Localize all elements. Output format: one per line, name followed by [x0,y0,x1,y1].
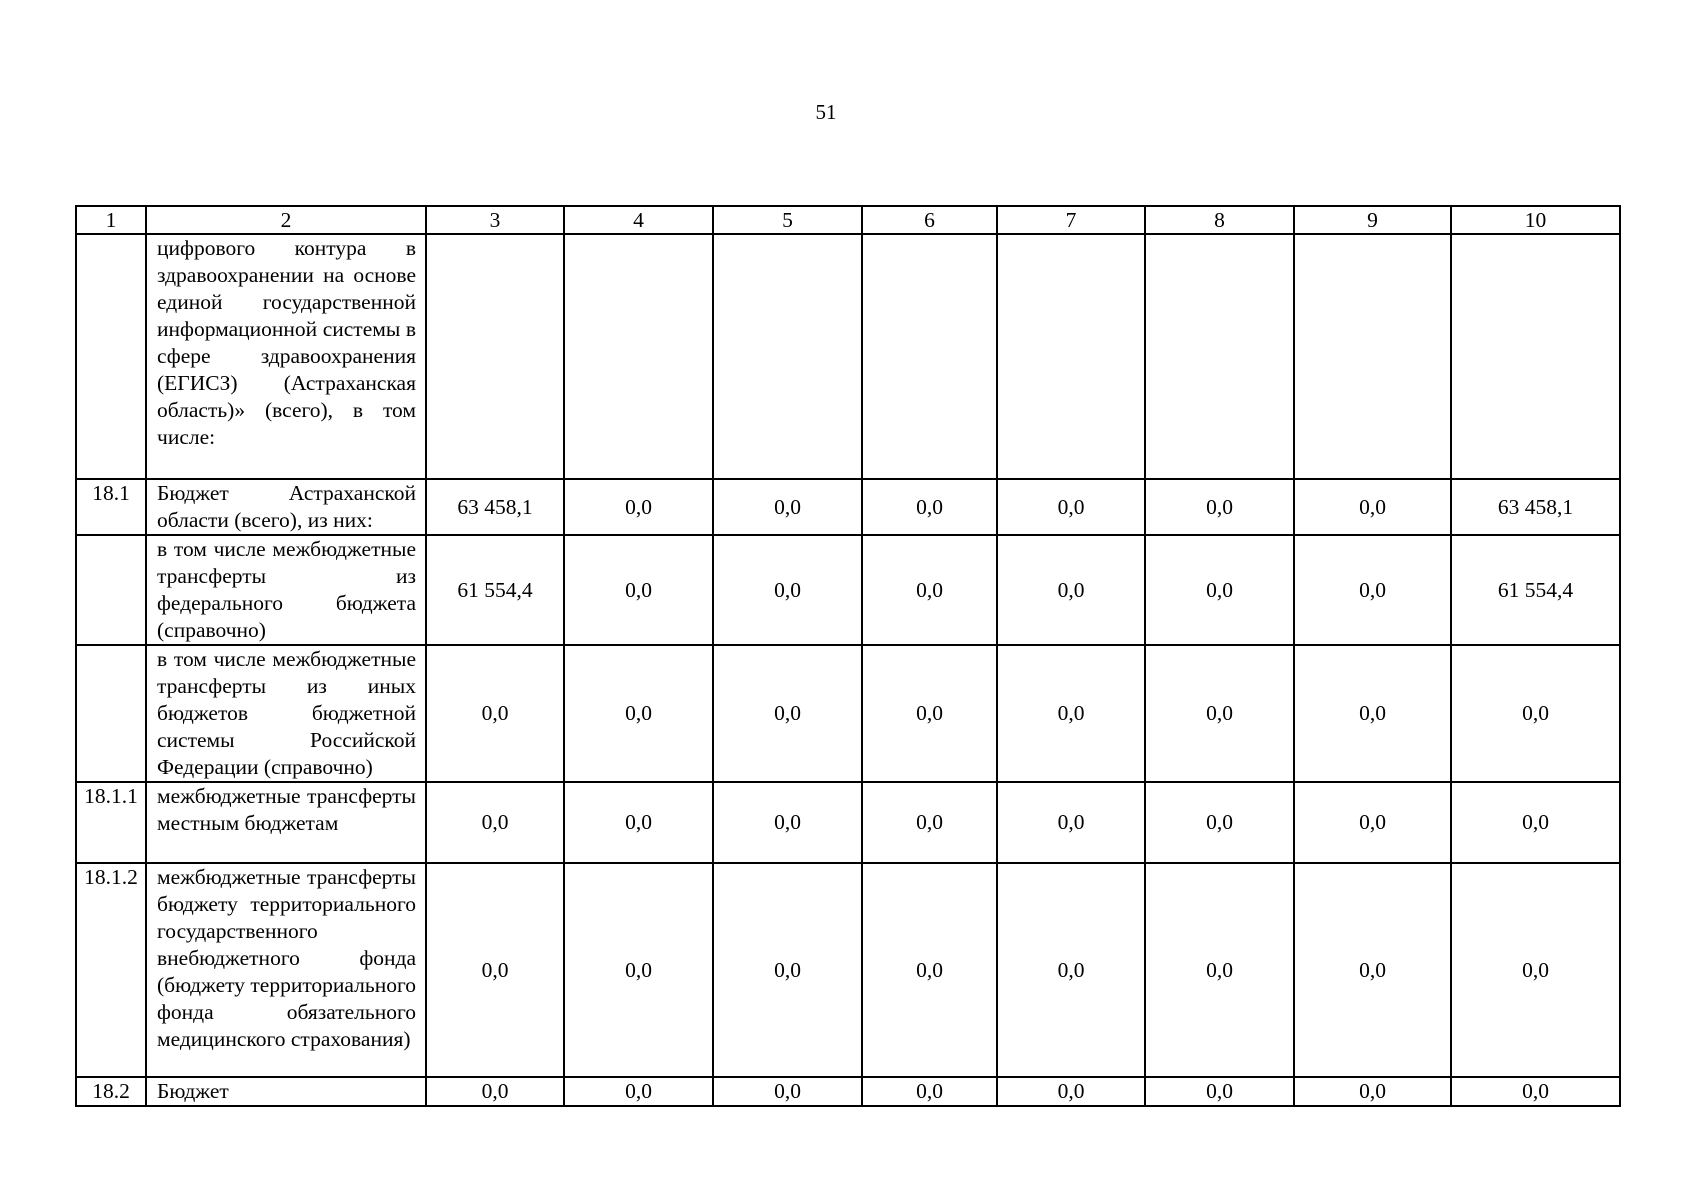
column-header: 1 [76,206,146,234]
value-cell: 0,0 [713,863,862,1077]
column-header: 5 [713,206,862,234]
column-header: 9 [1294,206,1451,234]
value-cell: 0,0 [564,535,713,645]
description-cell: Бюджет Астраханской области (всего), из них: [146,479,426,535]
value-cell: 0,0 [564,1077,713,1106]
description-cell: в том числе межбюджетные трансферты из иных бюджетов бюджетной системы Российской Федерации (справочно) [146,645,426,782]
value-cell: 0,0 [426,782,564,863]
description-cell: цифрового контура в здравоохранении на основе единой государственной информационной системы в сфере здравоохранения (ЕГИСЗ) (Астраханская область)» (всего), в том числе: [146,234,426,479]
budget-table [75,205,1621,1107]
page-number: 51 [815,100,837,124]
header-row [76,206,1620,234]
column-header: 4 [564,206,713,234]
table-row [76,234,1620,479]
value-cell: 0,0 [1294,1077,1451,1106]
value-cell [426,234,564,479]
value-cell: 0,0 [862,863,997,1077]
value-cell: 0,0 [997,535,1145,645]
value-cell: 61 554,4 [426,535,564,645]
value-cell: 0,0 [1145,645,1294,782]
table-row [76,1077,1620,1106]
value-cell: 0,0 [862,1077,997,1106]
row-number-cell: 18.2 [76,1077,146,1106]
row-number-cell: 18.1.1 [76,782,146,863]
row-number-cell [76,535,146,645]
value-cell: 0,0 [1451,782,1620,863]
value-cell: 0,0 [1451,645,1620,782]
value-cell [1145,234,1294,479]
description-cell: межбюджетные трансферты местным бюджетам [146,782,426,863]
value-cell: 0,0 [1145,1077,1294,1106]
value-cell [997,234,1145,479]
value-cell: 0,0 [862,782,997,863]
value-cell: 0,0 [1145,535,1294,645]
value-cell: 0,0 [1294,645,1451,782]
table-row [76,782,1620,863]
value-cell: 0,0 [1294,535,1451,645]
value-cell [713,234,862,479]
value-cell: 0,0 [997,782,1145,863]
value-cell: 0,0 [862,645,997,782]
column-header: 8 [1145,206,1294,234]
value-cell: 0,0 [564,782,713,863]
row-number-cell: 18.1 [76,479,146,535]
value-cell: 0,0 [1451,1077,1620,1106]
value-cell: 0,0 [1294,863,1451,1077]
column-header: 7 [997,206,1145,234]
description-cell: межбюджетные трансферты бюджету территориального государственного внебюджетного фонда (бюджету территориального фонда обязательного медицинского страхования) [146,863,426,1077]
value-cell: 0,0 [1145,782,1294,863]
value-cell: 63 458,1 [1451,479,1620,535]
row-number-cell: 18.1.2 [76,863,146,1077]
value-cell: 0,0 [997,863,1145,1077]
value-cell: 0,0 [1294,479,1451,535]
column-header: 6 [862,206,997,234]
value-cell [1451,234,1620,479]
value-cell [862,234,997,479]
value-cell: 0,0 [1451,863,1620,1077]
value-cell [1294,234,1451,479]
value-cell: 0,0 [564,863,713,1077]
value-cell: 0,0 [713,782,862,863]
column-header: 10 [1451,206,1620,234]
value-cell [564,234,713,479]
table-header [76,206,1620,234]
value-cell: 61 554,4 [1451,535,1620,645]
value-cell: 0,0 [997,479,1145,535]
description-cell: Бюджет [146,1077,426,1106]
column-header: 2 [146,206,426,234]
row-number-cell [76,234,146,479]
value-cell: 0,0 [564,645,713,782]
value-cell: 0,0 [426,645,564,782]
value-cell: 63 458,1 [426,479,564,535]
table-row [76,479,1620,535]
value-cell: 0,0 [997,1077,1145,1106]
table-body [76,234,1620,1106]
value-cell: 0,0 [713,535,862,645]
value-cell: 0,0 [713,1077,862,1106]
value-cell: 0,0 [426,1077,564,1106]
value-cell: 0,0 [997,645,1145,782]
value-cell: 0,0 [713,479,862,535]
table-row [76,645,1620,782]
value-cell: 0,0 [426,863,564,1077]
value-cell: 0,0 [1294,782,1451,863]
value-cell: 0,0 [862,479,997,535]
table-row [76,863,1620,1077]
value-cell: 0,0 [713,645,862,782]
table-row [76,535,1620,645]
value-cell: 0,0 [1145,863,1294,1077]
value-cell: 0,0 [564,479,713,535]
row-number-cell [76,645,146,782]
value-cell: 0,0 [1145,479,1294,535]
value-cell: 0,0 [862,535,997,645]
column-header: 3 [426,206,564,234]
description-cell: в том числе межбюджетные трансферты из федерального бюджета (справочно) [146,535,426,645]
